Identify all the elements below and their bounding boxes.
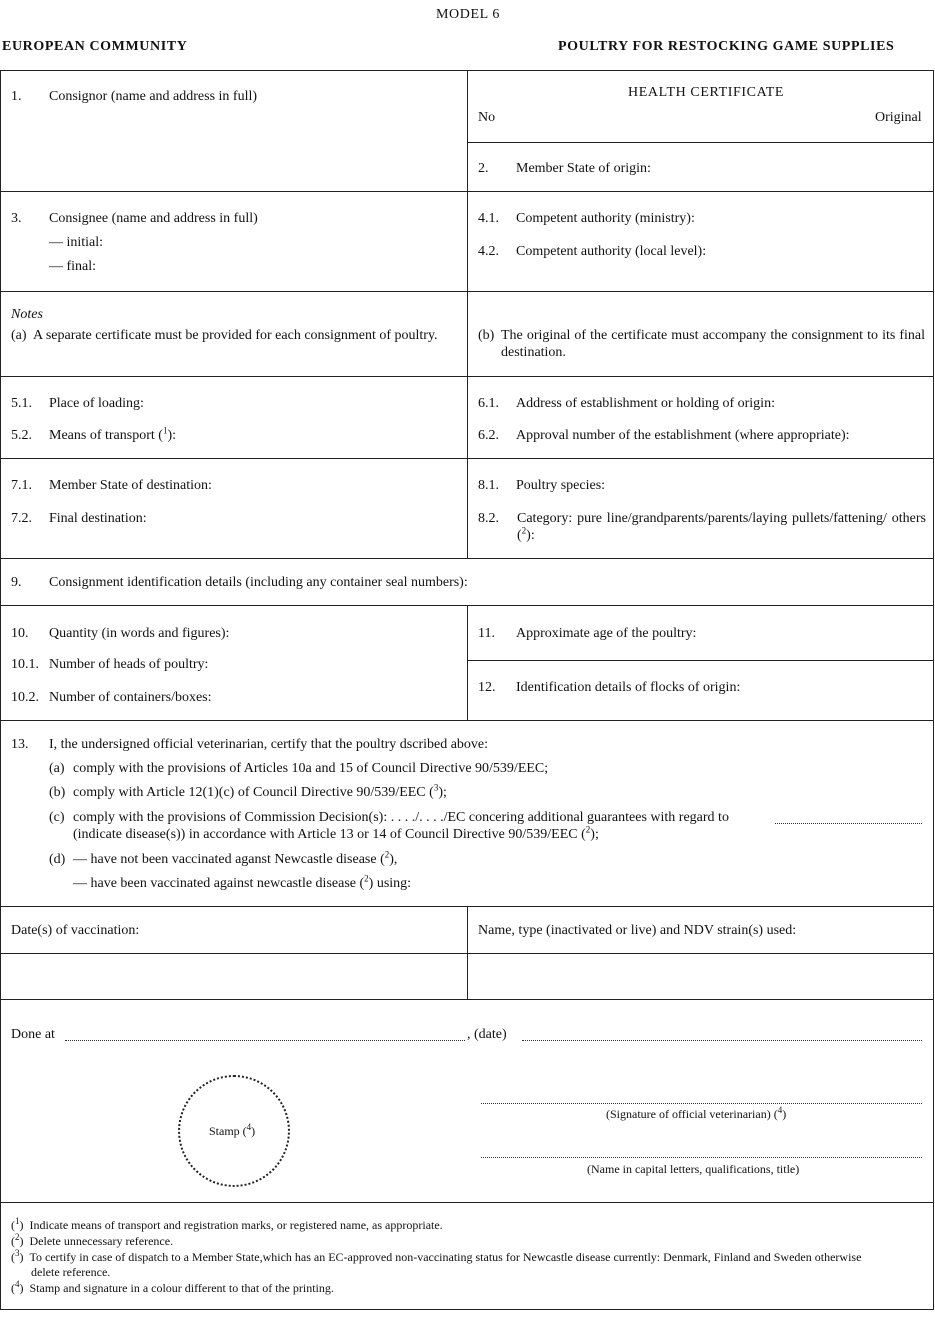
- note-b: The original of the certificate must accompany the consignment to its final destination.: [501, 328, 925, 360]
- divider: [0, 558, 934, 559]
- box10-quantity: 10. Quantity (in words and figures):: [11, 626, 230, 641]
- box10-2-containers: 10.2. Number of containers/boxes:: [11, 690, 212, 705]
- note-a: A separate certificate must be provided for each consignment of poultry.: [33, 328, 438, 343]
- clause-a: comply with the provisions of Articles 10a and 15 of Council Directive 90/539/EEC;: [73, 761, 549, 776]
- divider: [467, 660, 934, 661]
- box6-1-address: 6.1. Address of establishment or holding of origin:: [478, 396, 775, 411]
- box1-consignor: 1. Consignor (name and address in full): [11, 89, 258, 104]
- header-left: EUROPEAN COMMUNITY: [2, 39, 188, 54]
- footnote: ($^1$) Indicate means of transport and registration marks, or registered name, as appropriate.: [11, 1216, 443, 1232]
- box11-age: 11. Approximate age of the poultry:: [478, 626, 697, 641]
- box2-member-state-origin: 2. Member State of origin:: [478, 161, 651, 176]
- divider: [0, 1202, 934, 1203]
- column-divider: [467, 70, 468, 558]
- box8-1-poultry-species: 8.1. Poultry species:: [478, 478, 606, 493]
- clause-d-line2: — have been vaccinated against newcastle disease ($^2$) using:: [73, 873, 412, 891]
- footnote: ($^3$) To certify in case of dispatch to a Member State,which has an EC-approved non-vaccinating status for Newcastle disease currently: Denmark, Finland and Sweden otherwise: [11, 1248, 862, 1264]
- name-caption: (Name in capital letters, qualifications, title): [587, 1162, 800, 1176]
- clause-a-label: (a): [49, 761, 65, 776]
- note-a-label: (a): [11, 328, 27, 343]
- done-at-label: Done at: [11, 1027, 55, 1042]
- footnote: ($^4$) Stamp and signature in a colour different to that of the printing.: [11, 1279, 334, 1295]
- date-label: , (date): [467, 1027, 507, 1042]
- box12-flock-id: 12. Identification details of flocks of origin:: [478, 680, 741, 695]
- clause-d-label: (d): [49, 852, 66, 867]
- consignee-initial: — initial:: [49, 235, 104, 250]
- certificate-title: HEALTH CERTIFICATE: [628, 85, 785, 100]
- box5-2-means-of-transport: 5.2. Means of transport ($^1$):: [11, 425, 176, 443]
- box10-1-heads: 10.1. Number of heads of poultry:: [11, 657, 209, 672]
- clause-b: comply with Article 12(1)(c) of Council Directive 90/539/EEC ($^3$);: [73, 782, 447, 800]
- certificate-number-label: No: [478, 110, 496, 125]
- box9-consignment-id: 9. Consignment identification details (including any container seal numbers):: [11, 575, 468, 590]
- column-divider: [467, 605, 468, 720]
- divider: [0, 999, 934, 1000]
- box8-2-number: 8.2.: [478, 511, 499, 526]
- vaccination-dates-label: Date(s) of vaccination:: [11, 923, 140, 938]
- box4-2-local: 4.2. Competent authority (local level):: [478, 244, 707, 259]
- footnote: ($^2$) Delete unnecessary reference.: [11, 1232, 174, 1248]
- disease-dotted-line: [775, 823, 922, 824]
- box13-certification: 13. I, the undersigned official veterinarian, certify that the poultry dscribed above:: [11, 737, 489, 752]
- name-dotted-line: [481, 1157, 922, 1158]
- stamp-label: Stamp ($^4$): [209, 1122, 256, 1138]
- notes-heading: Notes: [11, 307, 43, 322]
- column-divider: [467, 906, 468, 999]
- clause-c-label: (c): [49, 810, 65, 825]
- divider: [0, 720, 934, 721]
- clause-b-label: (b): [49, 785, 66, 800]
- consignee-final: — final:: [49, 259, 97, 274]
- original-label: Original: [875, 110, 922, 125]
- model-label: MODEL 6: [436, 7, 500, 22]
- divider: [467, 142, 934, 143]
- box3-consignee: 3. Consignee (name and address in full): [11, 211, 258, 226]
- box7-2-final-destination: 7.2. Final destination:: [11, 511, 147, 526]
- done-at-dotted-line: [65, 1040, 465, 1041]
- box5-1-place-of-loading: 5.1. Place of loading:: [11, 396, 144, 411]
- date-dotted-line: [522, 1040, 922, 1041]
- box8-2-category: Category: pure line/grandparents/parents/laying pullets/fattening/ others ($^2$):: [517, 511, 926, 543]
- box6-2-approval-number: 6.2. Approval number of the establishment (where appropriate):: [478, 428, 850, 443]
- clause-d-line1: — have not been vaccinated aganst Newcastle disease ($^2$),: [73, 849, 398, 867]
- clause-c-line1: comply with the provisions of Commission Decision(s): . . . ./. . . ./EC concering additional guarantees with regard to: [73, 810, 729, 825]
- note-b-label: (b): [478, 328, 495, 343]
- signature-dotted-line: [481, 1103, 922, 1104]
- box7-1-member-state-destination: 7.1. Member State of destination:: [11, 478, 212, 493]
- signature-caption: (Signature of official veterinarian) ($^4$): [606, 1105, 787, 1121]
- box4-1-ministry: 4.1. Competent authority (ministry):: [478, 211, 695, 226]
- clause-c-line2: (indicate disease(s)) in accordance with Article 13 or 14 of Council Directive 90/539/EEC ($^2$);: [73, 824, 599, 842]
- vaccine-type-label: Name, type (inactivated or live) and NDV strain(s) used:: [478, 923, 797, 938]
- header-right: POULTRY FOR RESTOCKING GAME SUPPLIES: [558, 39, 895, 54]
- footnote-continued: delete reference.: [31, 1265, 111, 1279]
